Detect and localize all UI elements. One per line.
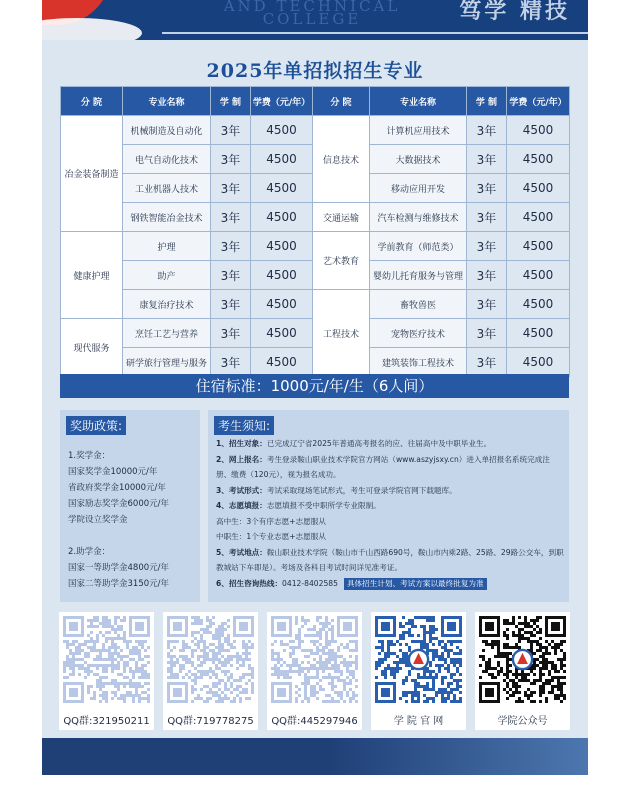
dept-cell: 冶金装备制造	[61, 116, 123, 232]
dorm-standard-bar: 住宿标准：1000元/年/生（6人间）	[60, 374, 569, 398]
major-cell: 机械制造及自动化	[123, 116, 211, 145]
aid-line: 国家励志奖学金6000元/年	[68, 499, 169, 509]
aid-line: 国家奖学金10000元/年	[68, 467, 158, 477]
notice-label: 2、网上报名：	[216, 454, 267, 464]
notice-label: 5、考试地点：	[216, 547, 267, 557]
fee-cell: 4500	[507, 261, 570, 290]
qr-code-row	[59, 612, 571, 730]
majors-table	[60, 86, 570, 377]
major-cell: 计算机应用技术	[370, 116, 467, 145]
qr-code-icon	[271, 616, 358, 703]
dept-cell: 健康护理	[61, 232, 123, 319]
fee-cell: 4500	[251, 290, 313, 319]
fee-cell: 4500	[251, 116, 313, 145]
fee-cell: 4500	[507, 348, 570, 377]
footer-bar	[42, 738, 588, 775]
qr-caption: 学院公众号	[497, 716, 548, 727]
years-cell: 3年	[211, 116, 251, 145]
notice-text: 中职生：1个专业志愿+志愿服从	[216, 532, 326, 541]
qr-caption: QQ群:445297946	[271, 716, 358, 727]
qr-card-wechat	[475, 612, 570, 730]
major-cell: 建筑装饰工程技术	[370, 348, 467, 377]
years-cell: 3年	[467, 174, 507, 203]
header-banner	[42, 0, 588, 40]
fee-cell: 4500	[251, 261, 313, 290]
notice-text: 0412-8402585	[282, 578, 338, 588]
major-cell: 大数据技术	[370, 145, 467, 174]
fee-cell: 4500	[251, 232, 313, 261]
fee-cell: 4500	[251, 348, 313, 377]
qr-code-icon	[375, 616, 462, 703]
fee-cell: 4500	[507, 290, 570, 319]
years-cell: 3年	[211, 319, 251, 348]
notice-text: 考生登录鞍山职业技术学院官方网站（www.aszyjsxy.cn）进入单招报名系统完成注册、缴费（120元），视为报名成功。	[216, 454, 550, 479]
years-cell: 3年	[211, 145, 251, 174]
notice-label: 6、招生咨询热线：	[216, 578, 283, 588]
years-cell: 3年	[211, 203, 251, 232]
aid-line: 1.奖学金：	[68, 451, 111, 461]
years-cell: 3年	[467, 290, 507, 319]
fee-cell: 4500	[507, 203, 570, 232]
notice-item	[216, 545, 564, 576]
aid-policy-lines	[68, 448, 169, 592]
qr-card-website	[371, 612, 466, 730]
brochure-page	[42, 0, 588, 775]
qr-caption: 学 院 官 网	[393, 716, 444, 727]
table-row	[61, 290, 570, 319]
years-cell: 3年	[211, 261, 251, 290]
notice-highlight: 具体招生计划、考试方案以最终批复为准	[344, 578, 487, 590]
page-title: 2025年单招拟招生专业	[206, 60, 424, 82]
notice-tag: 考生须知:	[214, 416, 274, 435]
major-cell: 汽车检测与维修技术	[370, 203, 467, 232]
dept-cell: 工程技术	[313, 290, 370, 377]
qr-caption: QQ群:719778275	[167, 716, 254, 727]
major-cell: 研学旅行管理与服务	[123, 348, 211, 377]
table-row	[61, 116, 570, 145]
aid-line: 省政府奖学金10000元/年	[68, 483, 166, 493]
qr-code-icon	[479, 616, 566, 703]
major-cell: 电气自动化技术	[123, 145, 211, 174]
college-english-name	[212, 0, 412, 26]
aid-policy-tag: 奖助政策:	[66, 416, 126, 435]
major-cell: 畜牧兽医	[370, 290, 467, 319]
major-cell: 助产	[123, 261, 211, 290]
aid-line: 2.助学金：	[68, 547, 111, 557]
slogan: 笃学 精技	[459, 0, 570, 24]
major-cell: 康复治疗技术	[123, 290, 211, 319]
major-cell: 宠物医疗技术	[370, 319, 467, 348]
notice-lines	[216, 436, 564, 591]
fee-cell: 4500	[251, 145, 313, 174]
major-cell: 烹饪工艺与营养	[123, 319, 211, 348]
major-cell: 工业机器人技术	[123, 174, 211, 203]
fee-cell: 4500	[507, 174, 570, 203]
header-cell: 分 院	[61, 87, 123, 116]
college-english-top: AND TECHNICAL	[223, 0, 401, 15]
notice-item	[216, 436, 564, 452]
notice-text: 考试采取现场笔试形式，考生可登录学院官网下载题库。	[266, 485, 457, 495]
years-cell: 3年	[467, 232, 507, 261]
header-cell: 学费（元/年）	[507, 87, 570, 116]
notice-text: 高中生：3个有序志愿+志愿服从	[216, 516, 326, 526]
fee-cell: 4500	[251, 203, 313, 232]
fee-cell: 4500	[507, 232, 570, 261]
years-cell: 3年	[211, 174, 251, 203]
header-cell: 学 制	[211, 87, 251, 116]
qr-code-icon	[63, 616, 150, 703]
aid-line: 国家一等助学金4800元/年	[68, 563, 169, 573]
aid-policy-panel	[60, 410, 200, 602]
notice-item	[216, 498, 564, 514]
college-english-bottom: COLLEGE	[262, 10, 362, 28]
dept-cell: 信息技术	[313, 116, 370, 203]
header-cell: 专业名称	[123, 87, 211, 116]
years-cell: 3年	[211, 232, 251, 261]
major-cell: 钢铁智能冶金技术	[123, 203, 211, 232]
fee-cell: 4500	[507, 145, 570, 174]
major-cell: 移动应用开发	[370, 174, 467, 203]
notice-label: 4、志愿填报：	[216, 501, 267, 510]
qr-code-icon	[167, 616, 254, 703]
qr-card-qq-3	[267, 612, 362, 730]
header-swoosh	[42, 18, 142, 40]
aid-line: 国家二等助学金3150元/年	[68, 579, 169, 589]
years-cell: 3年	[467, 261, 507, 290]
fee-cell: 4500	[251, 174, 313, 203]
years-cell: 3年	[467, 319, 507, 348]
table-row	[61, 203, 570, 232]
notice-text: 志愿填报不受中职所学专业限制。	[266, 501, 381, 510]
qr-caption: QQ群:321950211	[63, 716, 150, 727]
header-cell: 学 制	[467, 87, 507, 116]
notice-item	[216, 514, 564, 530]
dept-cell: 现代服务	[61, 319, 123, 377]
fee-cell: 4500	[507, 116, 570, 145]
fee-cell: 4500	[507, 319, 570, 348]
dept-cell: 交通运输	[313, 203, 370, 232]
qr-card-qq-2	[163, 612, 258, 730]
qr-card-qq-1	[59, 612, 154, 730]
notice-item	[216, 576, 564, 592]
major-cell: 婴幼儿托育服务与管理	[370, 261, 467, 290]
aid-line	[68, 528, 169, 544]
footer-gradient	[328, 738, 588, 775]
years-cell: 3年	[467, 348, 507, 377]
notice-item	[216, 452, 564, 483]
notice-text: 已完成辽宁省2025年普通高考报名的应、往届高中及中职毕业生。	[266, 439, 492, 448]
years-cell: 3年	[467, 203, 507, 232]
fee-cell: 4500	[251, 319, 313, 348]
notice-label: 3、考试形式：	[216, 485, 267, 495]
years-cell: 3年	[211, 290, 251, 319]
years-cell: 3年	[467, 145, 507, 174]
table-row	[61, 232, 570, 261]
dept-cell: 艺术教育	[313, 232, 370, 290]
notice-item	[216, 529, 564, 545]
notice-label: 1、招生对象：	[216, 439, 267, 448]
years-cell: 3年	[211, 348, 251, 377]
years-cell: 3年	[467, 116, 507, 145]
header-cell: 学费（元/年）	[251, 87, 313, 116]
notice-text: 鞍山职业技术学院（鞍山市千山西路690号，鞍山市内乘2路、25路、29路公交车，到职教城站下车即是）。考场及各科目考试时间详见准考证。	[216, 547, 564, 572]
header-cell: 分 院	[313, 87, 370, 116]
applicant-notice-panel	[208, 410, 569, 602]
header-cell: 专业名称	[370, 87, 467, 116]
major-cell: 学前教育（师范类）	[370, 232, 467, 261]
header-rule	[162, 32, 588, 34]
table-header-row	[61, 87, 570, 116]
notice-item	[216, 483, 564, 499]
aid-line: 学院设立奖学金	[68, 515, 128, 525]
major-cell: 护理	[123, 232, 211, 261]
